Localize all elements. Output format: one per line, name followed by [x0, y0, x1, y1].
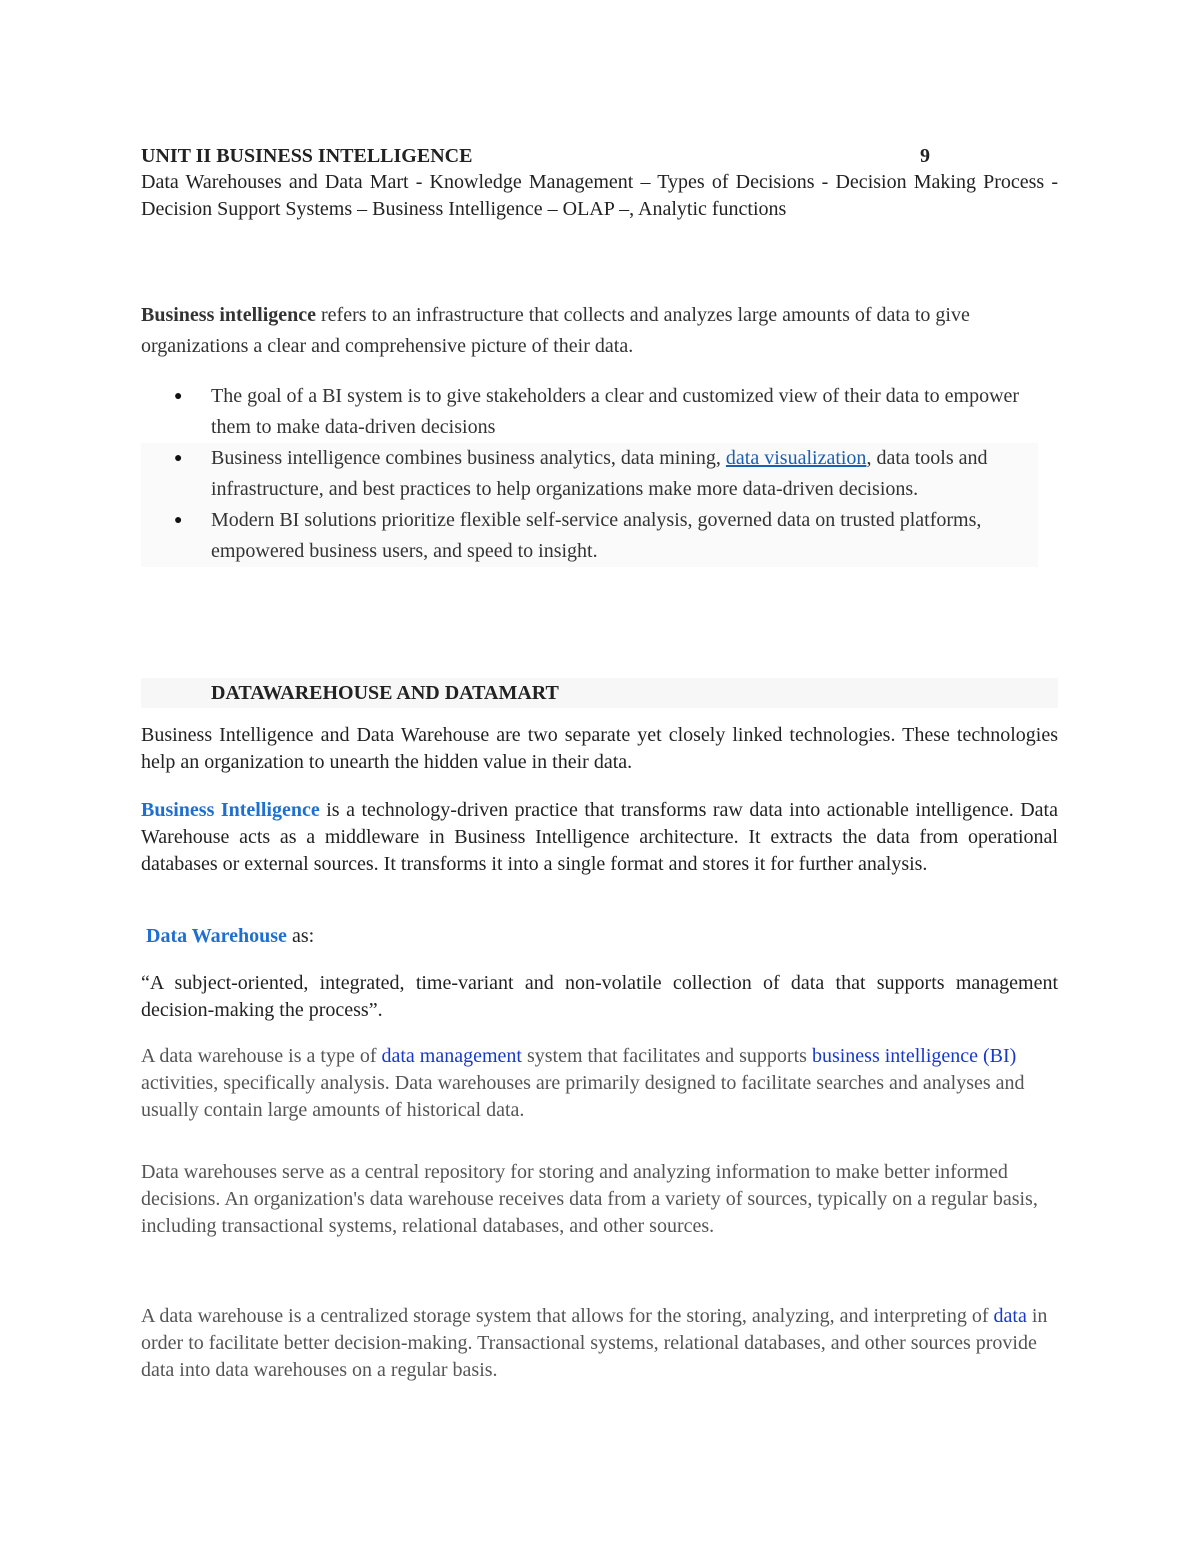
paragraph-text: is a technology-driven practice that transforms raw data into actionable intelligence. Data Warehouse acts as a middleware in Business Intelligence architecture. It extracts the data from operational databases or external sources. It transforms it into a single format and stores it for further analysis. — [141, 799, 1058, 875]
paragraph-text: A data warehouse is a centralized storage system that allows for the storing, analyzing, and interpreting of — [141, 1305, 994, 1327]
data-visualization-link[interactable]: data visualization — [725, 447, 867, 469]
paragraph: Business Intelligence and Data Warehouse are two separate yet closely linked technologies. These technologies help an organization to unearth the hidden value in their data. — [141, 724, 1058, 773]
bi-term: Business Intelligence — [141, 799, 320, 821]
paragraph — [141, 1043, 1058, 1124]
bullet-text: Business intelligence combines business analytics, data mining, — [211, 447, 726, 469]
bi-definition-text: refers to an infrastructure that collects and analyzes large amounts of data to give organizations a clear and comprehensive picture of their data. — [141, 304, 970, 357]
business-intelligence-link[interactable]: business intelligence (BI) — [811, 1045, 1017, 1067]
paragraph — [141, 1303, 1058, 1384]
paragraph — [141, 923, 1058, 950]
data-link[interactable]: data — [993, 1305, 1027, 1327]
unit-heading — [141, 143, 1058, 169]
data-warehouse-term: Data Warehouse — [146, 925, 287, 947]
paragraph-text: A data warehouse is a type of — [141, 1045, 382, 1067]
bullet-item — [141, 443, 1038, 505]
paragraph-text: in order to facilitate better decision-making. Transactional systems, relational databases, and other sources provide data into data warehouses on a regular basis. — [141, 1305, 1048, 1381]
bullet-text: Modern BI solutions prioritize flexible self-service analysis, governed data on trusted platforms, empowered business users, and speed to insight. — [211, 509, 982, 562]
paragraph — [141, 797, 1058, 878]
bi-definition — [141, 300, 1058, 362]
data-management-link[interactable]: data management — [381, 1045, 522, 1067]
paragraph-text: system that facilitates and supports — [521, 1045, 812, 1067]
bi-definition-term: Business intelligence — [141, 304, 317, 326]
unit-title: UNIT II BUSINESS INTELLIGENCE — [141, 145, 473, 167]
paragraph: Data warehouses serve as a central repository for storing and analyzing information to make better informed decisions. An organization's data warehouse receives data from a variety of sources, typically on a regular basis, including transactional systems, relational databases, and other sources. — [141, 1161, 1038, 1237]
paragraph-text: as: — [286, 925, 315, 947]
section-heading: DATAWAREHOUSE AND DATAMART — [141, 678, 1058, 708]
bullet-text: , data tools and infrastructure, and best practices to help organizations make more data-driven decisions. — [211, 447, 988, 500]
syllabus-topics: Data Warehouses and Data Mart - Knowledge Management – Types of Decisions - Decision Making Process - Decision Support Systems – Business Intelligence – OLAP –, Analytic functions — [141, 171, 1058, 220]
bullet-item — [141, 381, 1058, 443]
unit-hours: 9 — [920, 145, 930, 167]
bi-bullet-list — [141, 381, 1058, 567]
paragraph-text: activities, specifically analysis. Data warehouses are primarily designed to facilitate searches and analyses and usually contain large amounts of historical data. — [141, 1072, 1025, 1121]
bullet-text: The goal of a BI system is to give stakeholders a clear and customized view of their data to empower them to make data-driven decisions — [211, 385, 1020, 438]
quote-paragraph: “A subject-oriented, integrated, time-variant and non-volatile collection of data that supports management decision-making the process”. — [141, 972, 1058, 1021]
bullet-item — [141, 505, 1038, 567]
